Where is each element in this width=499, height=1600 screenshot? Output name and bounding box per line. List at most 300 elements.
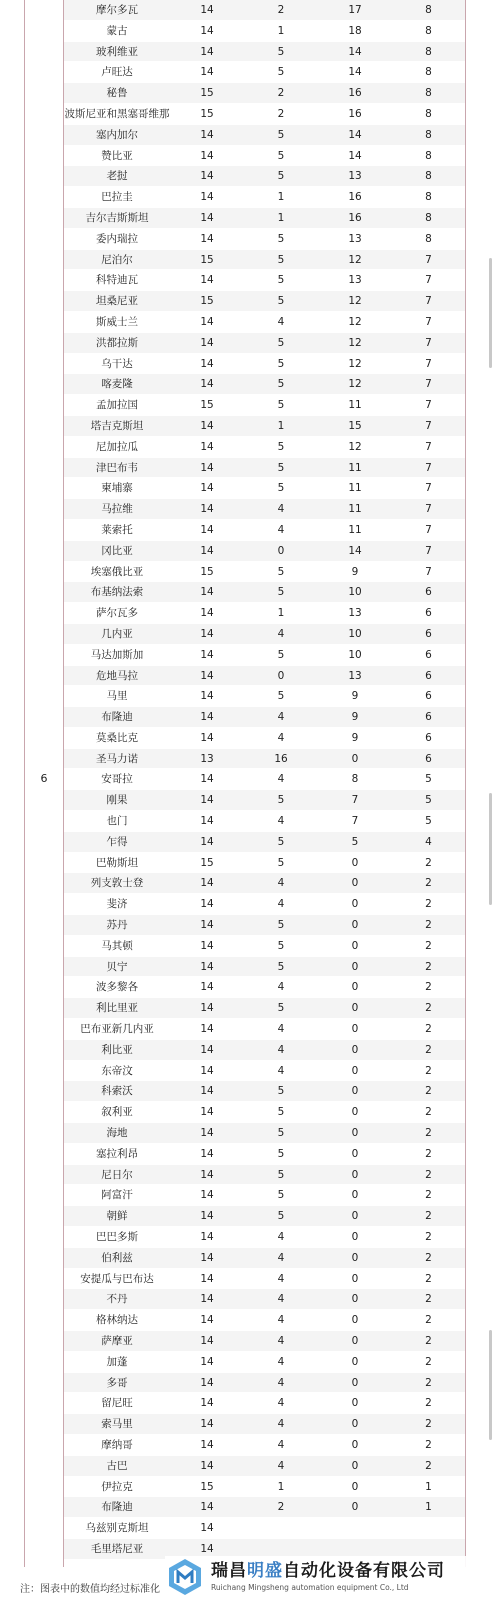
value-d-cell: 8 xyxy=(425,170,432,183)
value-a-cell: 14 xyxy=(200,503,214,516)
value-c-cell: 0 xyxy=(351,1501,359,1514)
value-d-cell: 1 xyxy=(425,1480,432,1493)
table-row xyxy=(64,312,465,333)
value-b-cell: 5 xyxy=(277,378,285,391)
country-cell: 布隆迪 xyxy=(101,711,133,724)
value-c-cell: 16 xyxy=(348,87,362,100)
table-row xyxy=(64,1019,465,1040)
value-a-cell: 14 xyxy=(200,898,214,911)
value-d-cell: 2 xyxy=(425,1147,432,1160)
value-b-cell: 1 xyxy=(277,191,285,204)
scrollbar-thumb-1[interactable] xyxy=(489,258,492,368)
value-a-cell: 14 xyxy=(200,1106,214,1119)
value-c-cell: 0 xyxy=(351,1335,359,1347)
table-row xyxy=(64,1331,465,1352)
country-cell: 阿富汗 xyxy=(101,1189,133,1202)
value-c-cell: 12 xyxy=(348,357,362,370)
table-row xyxy=(64,749,465,770)
value-b-cell: 2 xyxy=(277,87,285,100)
value-d-cell: 2 xyxy=(425,1210,432,1223)
country-cell: 坦桑尼亚 xyxy=(96,295,138,308)
value-b-cell: 4 xyxy=(277,1418,285,1431)
value-c-cell: 0 xyxy=(351,1106,359,1119)
company-watermark xyxy=(165,1556,497,1598)
value-a-cell: 14 xyxy=(200,669,214,682)
value-c-cell: 0 xyxy=(351,1272,359,1285)
table-row xyxy=(64,146,465,167)
country-cell: 摩尔多瓦 xyxy=(96,4,138,16)
table-row xyxy=(64,915,465,936)
value-d-cell: 6 xyxy=(425,669,432,682)
value-c-cell: 9 xyxy=(351,711,359,724)
value-a-cell: 14 xyxy=(200,482,214,495)
value-b-cell: 5 xyxy=(277,66,285,79)
country-cell: 贝宁 xyxy=(106,960,128,973)
value-d-cell: 7 xyxy=(425,440,432,453)
value-a-cell: 14 xyxy=(200,544,214,557)
country-cell: 巴布亚新几内亚 xyxy=(80,1023,154,1036)
company-name-part1: 瑞昌 xyxy=(211,1561,247,1581)
company-logo-icon xyxy=(165,1557,205,1597)
value-d-cell: 6 xyxy=(425,586,432,599)
value-b-cell: 5 xyxy=(277,1168,285,1181)
country-cell: 塞拉利昂 xyxy=(96,1147,138,1160)
value-c-cell: 0 xyxy=(351,1210,359,1223)
table-row xyxy=(64,270,465,291)
table-row xyxy=(64,374,465,395)
value-c-cell: 12 xyxy=(348,295,362,308)
value-d-cell: 8 xyxy=(425,191,432,204)
value-d-cell: 2 xyxy=(425,1127,432,1140)
country-cell: 叙利亚 xyxy=(101,1106,133,1119)
table-row xyxy=(64,1248,465,1269)
value-d-cell xyxy=(392,1518,465,1538)
country-cell: 波多黎各 xyxy=(96,981,138,994)
value-b-cell: 0 xyxy=(277,669,285,682)
table-row xyxy=(64,42,465,63)
value-b-cell: 5 xyxy=(277,336,285,349)
table-row xyxy=(64,1206,465,1227)
value-b-cell: 5 xyxy=(277,919,285,932)
table-row xyxy=(64,187,465,208)
value-b-cell: 5 xyxy=(277,149,285,162)
value-c-cell: 0 xyxy=(351,1189,359,1202)
value-a-cell: 14 xyxy=(200,378,214,391)
value-c-cell: 0 xyxy=(351,1168,359,1181)
footnote: 注：图表中的数值均经过标准化 xyxy=(20,1584,160,1595)
country-cell: 莱索托 xyxy=(101,523,133,536)
value-a-cell: 14 xyxy=(200,1397,214,1410)
value-c-cell: 18 xyxy=(348,24,362,37)
table-row xyxy=(64,707,465,728)
table-row xyxy=(64,790,465,811)
value-c-cell: 11 xyxy=(348,503,362,516)
value-b-cell: 5 xyxy=(277,461,285,474)
value-a-cell: 14 xyxy=(200,1168,214,1181)
table-row xyxy=(64,478,465,499)
country-cell: 列支敦士登 xyxy=(90,877,144,890)
value-d-cell: 6 xyxy=(425,711,432,724)
value-d-cell: 2 xyxy=(425,1272,432,1285)
table-row xyxy=(64,104,465,125)
value-a-cell: 14 xyxy=(200,1023,214,1036)
value-b-cell: 1 xyxy=(277,419,285,432)
company-name-part2: 自动化设备有限公司 xyxy=(283,1561,445,1581)
value-a-cell: 14 xyxy=(200,1418,214,1431)
value-b-cell: 2 xyxy=(277,1501,285,1514)
value-a-cell: 14 xyxy=(200,232,214,245)
value-c-cell: 13 xyxy=(348,274,362,287)
value-d-cell: 2 xyxy=(425,1293,432,1306)
value-d-cell: 5 xyxy=(425,815,432,828)
value-d-cell: 6 xyxy=(425,607,432,620)
value-b-cell: 1 xyxy=(277,24,285,37)
value-a-cell: 14 xyxy=(200,1251,214,1264)
value-b-cell: 4 xyxy=(277,1459,285,1472)
country-cell: 危地马拉 xyxy=(96,669,138,682)
value-a-cell: 14 xyxy=(200,960,214,973)
value-d-cell: 2 xyxy=(425,1064,432,1077)
value-d-cell: 8 xyxy=(425,4,432,16)
value-a-cell: 15 xyxy=(200,856,214,869)
value-c-cell: 8 xyxy=(351,773,359,786)
value-b-cell: 5 xyxy=(277,399,285,412)
value-a-cell: 15 xyxy=(200,87,214,100)
value-a-cell: 14 xyxy=(200,45,214,58)
value-b-cell: 4 xyxy=(277,627,285,640)
value-b-cell: 5 xyxy=(277,232,285,245)
value-c-cell: 12 xyxy=(348,336,362,349)
value-a-cell: 14 xyxy=(200,773,214,786)
value-d-cell: 6 xyxy=(425,752,432,765)
value-b-cell: 4 xyxy=(277,1272,285,1285)
value-a-cell: 14 xyxy=(200,1064,214,1077)
value-a-cell: 14 xyxy=(200,586,214,599)
value-a-cell: 14 xyxy=(200,66,214,79)
value-d-cell: 8 xyxy=(425,149,432,162)
value-b-cell: 4 xyxy=(277,1376,285,1389)
value-d-cell: 2 xyxy=(425,1438,432,1451)
value-c-cell: 16 xyxy=(348,107,362,120)
country-cell: 委内瑞拉 xyxy=(96,232,138,245)
table-row xyxy=(64,894,465,915)
value-a-cell: 14 xyxy=(200,1355,214,1368)
table-row xyxy=(64,0,465,21)
value-a-cell: 14 xyxy=(200,731,214,744)
value-d-cell: 2 xyxy=(425,1314,432,1327)
country-cell: 萨摩亚 xyxy=(101,1335,133,1347)
company-name-accent: 明盛 xyxy=(247,1561,283,1581)
value-a-cell: 14 xyxy=(200,1210,214,1223)
value-c-cell: 0 xyxy=(351,898,359,911)
value-c-cell: 11 xyxy=(348,461,362,474)
table-row xyxy=(64,520,465,541)
table-row xyxy=(64,1373,465,1394)
value-d-cell: 2 xyxy=(425,981,432,994)
value-a-cell: 14 xyxy=(200,627,214,640)
value-b-cell: 1 xyxy=(277,607,285,620)
value-b-cell: 5 xyxy=(277,357,285,370)
value-c-cell: 10 xyxy=(348,586,362,599)
value-a-cell: 14 xyxy=(200,274,214,287)
country-cell: 秘鲁 xyxy=(106,87,128,100)
table-row xyxy=(64,645,465,666)
table-row xyxy=(64,1435,465,1456)
scrollbar-thumb-3[interactable] xyxy=(489,1330,492,1440)
value-d-cell: 4 xyxy=(425,835,432,848)
table-row xyxy=(64,208,465,229)
value-b-cell: 4 xyxy=(277,1064,285,1077)
value-c-cell: 16 xyxy=(348,191,362,204)
value-d-cell: 7 xyxy=(425,336,432,349)
value-a-cell: 14 xyxy=(200,1127,214,1140)
value-c-cell: 0 xyxy=(351,939,359,952)
country-cell: 尼泊尔 xyxy=(101,253,133,266)
value-a-cell: 14 xyxy=(200,523,214,536)
country-cell: 东帝汶 xyxy=(101,1064,133,1077)
table-row xyxy=(64,1518,465,1539)
value-c-cell: 13 xyxy=(348,607,362,620)
value-c-cell: 13 xyxy=(348,232,362,245)
table-row xyxy=(64,873,465,894)
group-label: 6 xyxy=(40,772,48,785)
table-row xyxy=(64,936,465,957)
value-d-cell: 7 xyxy=(425,523,432,536)
value-d-cell: 8 xyxy=(425,211,432,224)
value-b-cell: 4 xyxy=(277,1293,285,1306)
value-a-cell: 14 xyxy=(200,1376,214,1389)
table-row xyxy=(64,1269,465,1290)
value-a-cell: 14 xyxy=(200,794,214,807)
table-row xyxy=(64,354,465,375)
value-a-cell: 14 xyxy=(200,419,214,432)
table-row xyxy=(64,666,465,687)
value-c-cell: 11 xyxy=(348,523,362,536)
table-row xyxy=(64,1352,465,1373)
country-cell: 孟加拉国 xyxy=(96,399,138,412)
value-a-cell: 14 xyxy=(200,24,214,37)
country-cell: 索马里 xyxy=(101,1418,133,1431)
value-c-cell: 9 xyxy=(351,565,359,578)
value-a-cell: 14 xyxy=(200,877,214,890)
value-d-cell: 6 xyxy=(425,731,432,744)
value-c-cell: 0 xyxy=(351,1043,359,1056)
value-b-cell xyxy=(244,1518,318,1538)
value-b-cell: 5 xyxy=(277,856,285,869)
value-b-cell: 0 xyxy=(277,544,285,557)
value-d-cell: 7 xyxy=(425,253,432,266)
value-a-cell: 15 xyxy=(200,295,214,308)
value-b-cell: 5 xyxy=(277,128,285,141)
value-b-cell: 4 xyxy=(277,1023,285,1036)
value-d-cell: 2 xyxy=(425,1023,432,1036)
country-cell: 布基纳法索 xyxy=(90,586,144,599)
value-c-cell: 9 xyxy=(351,731,359,744)
table-row xyxy=(64,291,465,312)
table-row xyxy=(64,853,465,874)
value-d-cell: 7 xyxy=(425,544,432,557)
value-c-cell: 0 xyxy=(351,1355,359,1368)
value-d-cell: 2 xyxy=(425,1418,432,1431)
value-d-cell: 8 xyxy=(425,232,432,245)
country-cell: 塔吉克斯坦 xyxy=(90,419,144,432)
value-b-cell: 4 xyxy=(277,1231,285,1244)
value-d-cell: 2 xyxy=(425,960,432,973)
value-d-cell: 2 xyxy=(425,1376,432,1389)
value-b-cell: 4 xyxy=(277,523,285,536)
value-d-cell: 7 xyxy=(425,357,432,370)
table-row xyxy=(64,1456,465,1477)
company-name-english: Ruichang Mingsheng automation equipment Co., Ltd xyxy=(211,1583,409,1592)
value-b-cell: 5 xyxy=(277,253,285,266)
value-d-cell: 2 xyxy=(425,898,432,911)
value-d-cell: 7 xyxy=(425,461,432,474)
value-a-cell: 14 xyxy=(200,835,214,848)
value-d-cell: 7 xyxy=(425,482,432,495)
value-b-cell: 5 xyxy=(277,1147,285,1160)
value-b-cell: 5 xyxy=(277,1127,285,1140)
value-a-cell: 14 xyxy=(200,981,214,994)
country-cell: 斯威士兰 xyxy=(96,315,138,328)
table-row xyxy=(64,458,465,479)
value-b-cell: 4 xyxy=(277,1043,285,1056)
value-d-cell: 2 xyxy=(425,939,432,952)
table-row xyxy=(64,1289,465,1310)
value-b-cell: 4 xyxy=(277,1314,285,1327)
value-b-cell: 5 xyxy=(277,835,285,848)
value-a-cell: 14 xyxy=(200,149,214,162)
table-row xyxy=(64,541,465,562)
value-a-cell: 14 xyxy=(200,1501,214,1514)
value-d-cell: 2 xyxy=(425,1231,432,1244)
value-d-cell: 8 xyxy=(425,66,432,79)
country-cell: 圣马力诺 xyxy=(96,752,138,765)
value-b-cell: 4 xyxy=(277,1335,285,1347)
value-c-cell: 0 xyxy=(351,1418,359,1431)
value-b-cell: 5 xyxy=(277,1210,285,1223)
country-cell: 摩纳哥 xyxy=(101,1438,133,1451)
value-b-cell: 5 xyxy=(277,1189,285,1202)
value-b-cell: 2 xyxy=(277,107,285,120)
country-cell: 津巴布韦 xyxy=(96,461,138,474)
country-cell: 巴勒斯坦 xyxy=(96,856,138,869)
group-column xyxy=(25,0,64,1567)
value-a-cell: 14 xyxy=(200,648,214,661)
value-d-cell: 6 xyxy=(425,690,432,703)
value-c-cell: 10 xyxy=(348,648,362,661)
value-c-cell: 0 xyxy=(351,1438,359,1451)
country-cell: 朝鲜 xyxy=(106,1210,128,1223)
country-cell: 毛里塔尼亚 xyxy=(90,1542,144,1555)
value-a-cell: 14 xyxy=(200,919,214,932)
value-b-cell: 5 xyxy=(277,1002,285,1015)
value-c-cell: 14 xyxy=(348,45,362,58)
value-c-cell: 0 xyxy=(351,1064,359,1077)
value-b-cell: 5 xyxy=(277,170,285,183)
value-a-cell: 14 xyxy=(200,1085,214,1098)
table-row xyxy=(64,1165,465,1186)
table-row xyxy=(64,624,465,645)
value-d-cell: 2 xyxy=(425,1355,432,1368)
value-c-cell: 15 xyxy=(348,419,362,432)
country-cell: 乌干达 xyxy=(101,357,133,370)
value-d-cell: 2 xyxy=(425,1106,432,1119)
value-b-cell: 5 xyxy=(277,45,285,58)
table-row xyxy=(64,1102,465,1123)
value-c-cell: 0 xyxy=(351,1459,359,1472)
country-cell: 莫桑比克 xyxy=(96,731,138,744)
table-row xyxy=(64,957,465,978)
value-a-cell: 14 xyxy=(200,1335,214,1347)
value-b-cell: 4 xyxy=(277,1397,285,1410)
country-cell: 卢旺达 xyxy=(101,66,133,79)
value-b-cell: 2 xyxy=(277,4,285,16)
value-d-cell: 7 xyxy=(425,565,432,578)
value-c-cell: 0 xyxy=(351,752,359,765)
value-c-cell: 0 xyxy=(351,960,359,973)
country-cell: 几内亚 xyxy=(101,627,133,640)
value-d-cell: 8 xyxy=(425,24,432,37)
value-a-cell: 14 xyxy=(200,1542,214,1555)
country-cell: 老挝 xyxy=(106,170,128,183)
table-row xyxy=(64,21,465,42)
value-d-cell: 1 xyxy=(425,1501,432,1514)
value-c-cell: 0 xyxy=(351,1397,359,1410)
country-cell: 喀麦隆 xyxy=(101,378,133,391)
value-c-cell: 0 xyxy=(351,877,359,890)
country-cell: 马其顿 xyxy=(101,939,133,952)
scrollbar-thumb-2[interactable] xyxy=(489,793,492,905)
value-b-cell: 5 xyxy=(277,939,285,952)
value-b-cell: 1 xyxy=(277,211,285,224)
value-c-cell: 10 xyxy=(348,627,362,640)
value-b-cell: 5 xyxy=(277,794,285,807)
value-d-cell: 8 xyxy=(425,45,432,58)
value-b-cell: 4 xyxy=(277,815,285,828)
value-a-cell: 14 xyxy=(200,357,214,370)
value-d-cell: 2 xyxy=(425,919,432,932)
value-a-cell: 14 xyxy=(200,1438,214,1451)
value-c-cell xyxy=(318,1518,392,1538)
value-b-cell: 5 xyxy=(277,960,285,973)
value-a-cell: 14 xyxy=(200,1231,214,1244)
table-row xyxy=(64,728,465,749)
country-cell: 布隆迪 xyxy=(101,1501,133,1514)
table-row xyxy=(64,1414,465,1435)
table-row xyxy=(64,125,465,146)
country-cell: 尼加拉瓜 xyxy=(96,440,138,453)
value-a-cell: 14 xyxy=(200,1293,214,1306)
value-a-cell: 14 xyxy=(200,1272,214,1285)
value-b-cell: 5 xyxy=(277,482,285,495)
value-b-cell: 4 xyxy=(277,711,285,724)
value-b-cell: 5 xyxy=(277,1106,285,1119)
country-cell: 利比里亚 xyxy=(96,1002,138,1015)
country-cell: 利比亚 xyxy=(101,1043,133,1056)
value-c-cell: 12 xyxy=(348,253,362,266)
value-a-cell: 14 xyxy=(200,4,214,16)
value-a-cell: 14 xyxy=(200,128,214,141)
country-cell: 马拉维 xyxy=(101,503,133,516)
value-b-cell: 4 xyxy=(277,1438,285,1451)
country-cell: 安哥拉 xyxy=(101,773,133,786)
value-a-cell: 14 xyxy=(200,1522,214,1535)
value-d-cell: 8 xyxy=(425,87,432,100)
value-c-cell: 0 xyxy=(351,856,359,869)
value-a-cell: 14 xyxy=(200,170,214,183)
value-d-cell: 2 xyxy=(425,1335,432,1347)
table-row xyxy=(64,229,465,250)
